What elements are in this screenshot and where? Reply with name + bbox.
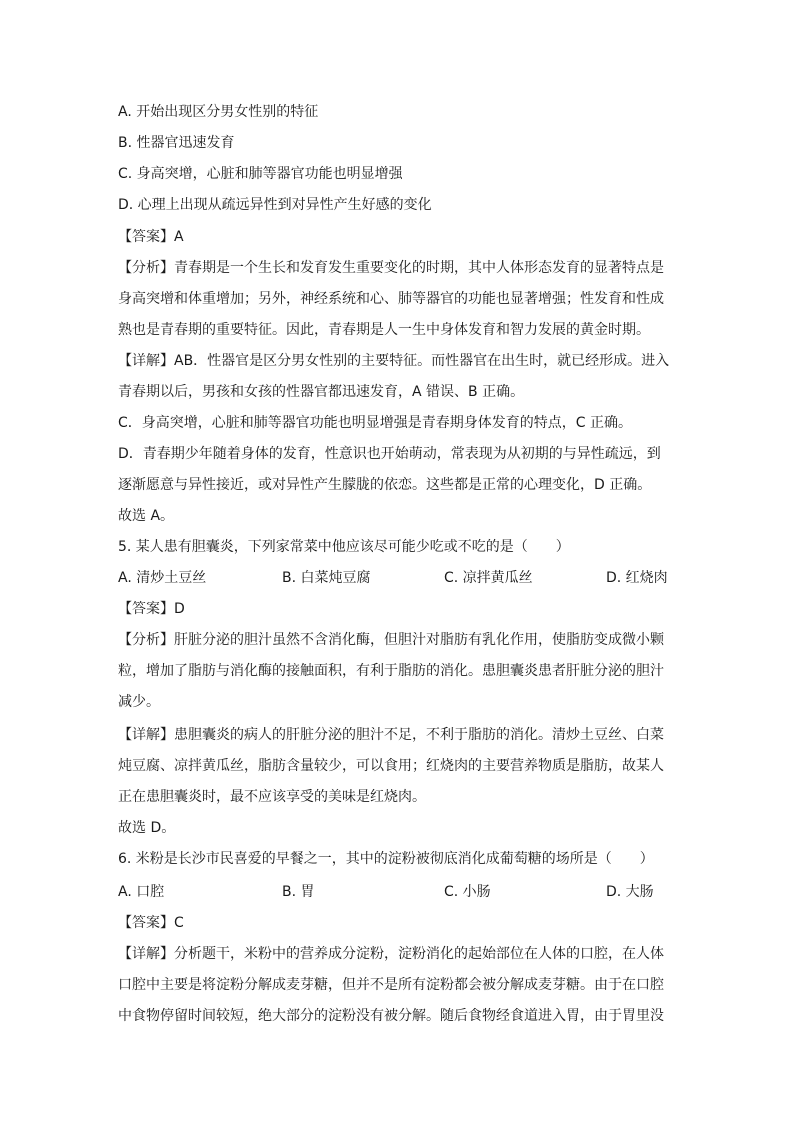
q6-stem: 6. 米粉是长沙市民喜爱的早餐之一，其中的淀粉被彻底消化成葡萄糖的场所是（ ） <box>118 851 654 867</box>
q5-option-d: D. 红烧肉 <box>606 570 668 586</box>
q4-analysis-line: 熟也是青春期的重要特征。因此，青春期是人一生中身体发育和智力发展的黄金时期。 <box>118 322 650 338</box>
q5-detail-line: 炖豆腐、凉拌黄瓜丝，脂肪含量较少，可以食用；红烧肉的主要营养物质是脂肪，故某人 <box>118 758 664 774</box>
q6-option-a: A. 口腔 <box>118 884 165 900</box>
q4-detail-line: D．青春期少年随着身体的发育，性意识也开始萌动，常表现为从初期的与异性疏远，到 <box>118 446 661 462</box>
q5-option-a: A. 清炒土豆丝 <box>118 570 207 586</box>
q5-detail-line: 【详解】患胆囊炎的病人的肝脏分泌的胆汁不足，不利于脂肪的消化。清炒土豆丝、白菜 <box>118 727 664 743</box>
q5-analysis-line: 【分析】肝脏分泌的胆汁虽然不含消化酶，但胆汁对脂肪有乳化作用，使脂肪变成微小颗 <box>118 632 664 648</box>
q4-detail-line: 逐渐愿意与异性接近，或对异性产生朦胧的依恋。这些都是正常的心理变化，D 正确。 <box>118 477 652 493</box>
q5-analysis-line: 粒，增加了脂肪与消化酶的接触面积，有利于脂肪的消化。患胆囊炎患者肝脏分泌的胆汁 <box>118 663 664 679</box>
q4-detail-line: C．身高突增，心脏和肺等器官功能也明显增强是青春期身体发育的特点，C 正确。 <box>118 415 632 431</box>
q5-conclusion: 故选 D。 <box>118 820 176 836</box>
q6-detail-line: 【详解】分析题干，米粉中的营养成分淀粉，淀粉消化的起始部位在人体的口腔，在人体 <box>118 946 664 962</box>
q5-option-b: B. 白菜炖豆腐 <box>282 570 371 586</box>
q4-option-b: B. 性器官迅速发育 <box>118 135 235 151</box>
q6-detail-line: 中食物停留时间较短，绝大部分的淀粉没有被分解。随后食物经食道进入胃，由于胃里没 <box>118 1008 664 1024</box>
q4-analysis-line: 【分析】青春期是一个生长和发育发生重要变化的时期，其中人体形态发育的显著特点是 <box>118 260 664 276</box>
q5-analysis-line: 减少。 <box>118 694 160 710</box>
q4-option-a: A. 开始出现区分男女性别的特征 <box>118 104 319 120</box>
q4-option-d: D. 心理上出现从疏远异性到对异性产生好感的变化 <box>118 197 432 213</box>
q5-option-c: C. 凉拌黄瓜丝 <box>444 570 533 586</box>
q6-answer: 【答案】C <box>118 915 184 931</box>
q6-option-d: D. 大肠 <box>606 884 654 900</box>
q5-stem: 5. 某人患有胆囊炎，下列家常菜中他应该尽可能少吃或不吃的是（ ） <box>118 539 570 555</box>
q4-analysis-line: 身高突增和体重增加；另外，神经系统和心、肺等器官的功能也显著增强；性发育和性成 <box>118 291 664 307</box>
q6-option-b: B. 胃 <box>282 884 315 900</box>
q6-detail-line: 口腔中主要是将淀粉分解成麦芽糖，但并不是所有淀粉都会被分解成麦芽糖。由于在口腔 <box>118 977 664 993</box>
q5-answer: 【答案】D <box>118 601 185 617</box>
q4-answer: 【答案】A <box>118 229 184 245</box>
q6-option-c: C. 小肠 <box>444 884 491 900</box>
q4-detail-line: 青春期以后，男孩和女孩的性器官都迅速发育，A 错误、B 正确。 <box>118 384 525 400</box>
q4-conclusion: 故选 A。 <box>118 508 175 524</box>
q4-option-c: C. 身高突增，心脏和肺等器官功能也明显增强 <box>118 166 403 182</box>
q5-detail-line: 正在患胆囊炎时，最不应该享受的美味是红烧肉。 <box>118 789 426 805</box>
q4-detail-line: 【详解】AB．性器官是区分男女性别的主要特征。而性器官在出生时，就已经形成。进入 <box>118 353 670 369</box>
